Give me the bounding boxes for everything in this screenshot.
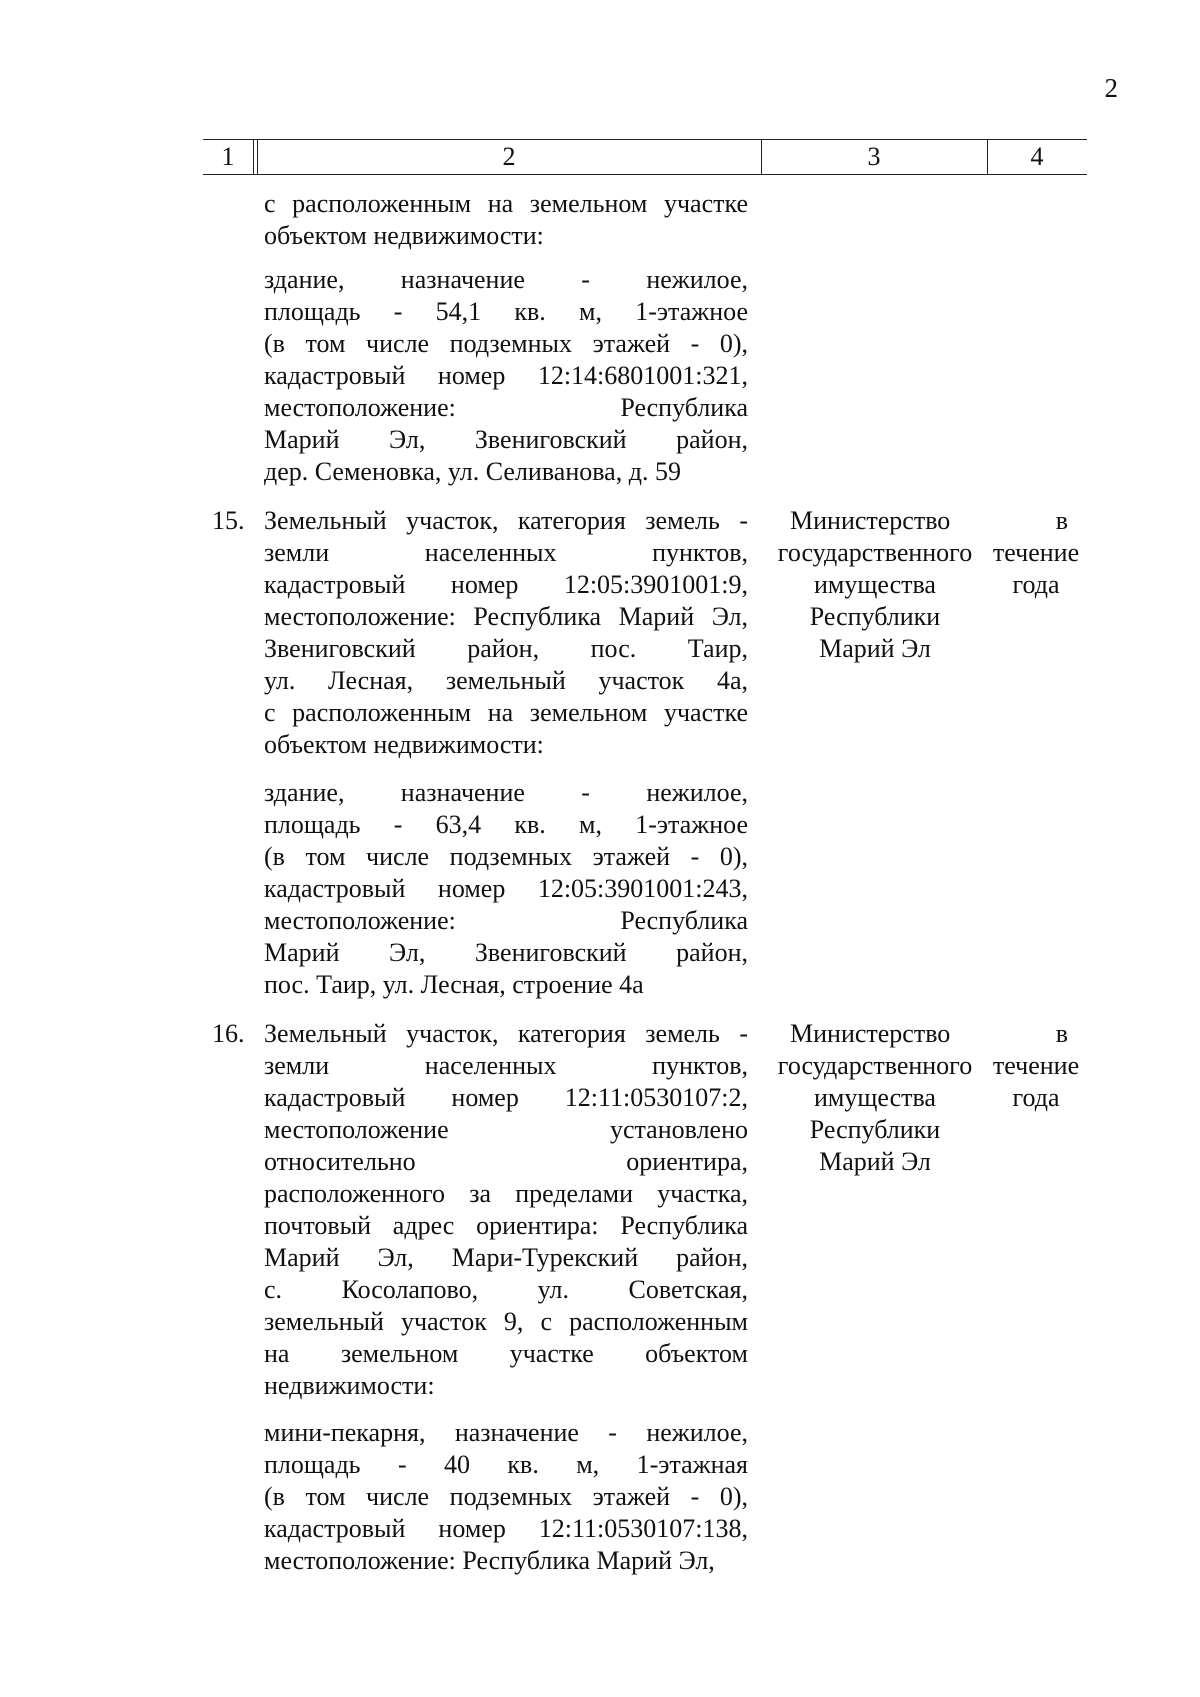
text-line: в (1055, 506, 1068, 535)
row-15-paragraph-2 (264, 777, 748, 1001)
text-line: Марий Эл, Звениговский район, (264, 425, 748, 454)
text-line: площадь - 54,1 кв. м, 1-этажное (264, 297, 748, 326)
header-col-4: 4 (1030, 142, 1044, 171)
row-15-deadline (986, 505, 1086, 601)
text-line: года (1012, 1083, 1060, 1112)
text-line: в (1055, 1019, 1068, 1048)
text-line: кадастровый номер 12:05:3901001:243, (264, 874, 748, 903)
text-line: Земельный участок, категория земель - (264, 1019, 748, 1048)
text-line: земли населенных пунктов, (264, 1051, 748, 1080)
page-number: 2 (1104, 73, 1118, 103)
text-line: местоположение: Республика (264, 906, 748, 935)
text-line: (в том числе подземных этажей - 0), (264, 329, 748, 358)
text-line: кадастровый номер 12:11:0530107:2, (264, 1083, 748, 1112)
text-line: кадастровый номер 12:05:3901001:9, (264, 570, 748, 599)
header-col-2: 2 (502, 142, 516, 171)
text-line: ул. Лесная, земельный участок 4а, (264, 666, 748, 695)
text-line: Звениговский район, пос. Таир, (264, 634, 748, 663)
continuation-paragraph-1 (264, 188, 748, 252)
text-line: Земельный участок, категория земель - (264, 506, 748, 535)
text-line: Министерство (790, 1019, 951, 1048)
text-line: государственного (777, 1051, 973, 1080)
text-line: кадастровый номер 12:14:6801001:321, (264, 361, 748, 390)
text-line: кадастровый номер 12:11:0530107:138, (264, 1514, 748, 1543)
row-16-responsible (770, 1018, 980, 1178)
text-line: с. Косолапово, ул. Советская, (264, 1275, 748, 1304)
text-line: Марий Эл (819, 634, 931, 663)
text-line: (в том числе подземных этажей - 0), (264, 1482, 748, 1511)
text-line: земли населенных пунктов, (264, 538, 748, 567)
text-line: здание, назначение - нежилое, (264, 265, 748, 294)
row-16-deadline (986, 1018, 1086, 1114)
text-line: течение (992, 538, 1080, 567)
text-line: Министерство (790, 506, 951, 535)
text-line: здание, назначение - нежилое, (264, 778, 748, 807)
row-16-paragraph-1 (264, 1018, 748, 1402)
text-line: площадь - 40 кв. м, 1-этажная (264, 1450, 748, 1479)
text-line: Республики (809, 1115, 941, 1144)
text-line: местоположение: Республика (264, 393, 748, 422)
row-16-paragraph-2 (264, 1417, 748, 1577)
header-col-1: 1 (221, 142, 235, 171)
text-line: Республики (809, 602, 941, 631)
row-number: 16. (212, 1019, 245, 1048)
text-line: мини-пекарня, назначение - нежилое, (264, 1418, 748, 1447)
row-number: 15. (212, 506, 245, 535)
text-line: площадь - 63,4 кв. м, 1-этажное (264, 810, 748, 839)
text-line: имущества (814, 1083, 936, 1112)
header-col-3: 3 (867, 142, 881, 171)
text-line: года (1012, 570, 1060, 599)
text-line: объектом недвижимости: (264, 730, 544, 759)
text-line: Марий Эл, Мари-Турекский район, (264, 1243, 748, 1272)
text-line: течение (992, 1051, 1080, 1080)
text-line: с расположенным на земельном участке (264, 698, 748, 727)
continuation-paragraph-2 (264, 264, 748, 488)
text-line: имущества (814, 570, 936, 599)
row-15-responsible (770, 505, 980, 665)
text-line: расположенного за пределами участка, (264, 1179, 748, 1208)
text-line: местоположение: Республика Марий Эл, (264, 602, 748, 631)
row-15-paragraph-1 (264, 505, 748, 761)
text-line: местоположение: Республика Марий Эл, (264, 1546, 715, 1575)
text-line: объектом недвижимости: (264, 221, 544, 250)
text-line: дер. Семеновка, ул. Селиванова, д. 59 (264, 457, 681, 486)
text-line: на земельном участке объектом (264, 1339, 748, 1368)
text-line: Марий Эл (819, 1147, 931, 1176)
text-line: (в том числе подземных этажей - 0), (264, 842, 748, 871)
text-line: недвижимости: (264, 1371, 435, 1400)
table-header (203, 139, 1087, 175)
text-line: с расположенным на земельном участке (264, 189, 748, 218)
text-line: относительно ориентира, (264, 1147, 748, 1176)
text-line: земельный участок 9, с расположенным (264, 1307, 748, 1336)
text-line: почтовый адрес ориентира: Республика (264, 1211, 748, 1240)
text-line: государственного (777, 538, 973, 567)
text-line: пос. Таир, ул. Лесная, строение 4а (264, 970, 644, 999)
text-line: местоположение установлено (264, 1115, 748, 1144)
header-divider (253, 140, 254, 174)
text-line: Марий Эл, Звениговский район, (264, 938, 748, 967)
